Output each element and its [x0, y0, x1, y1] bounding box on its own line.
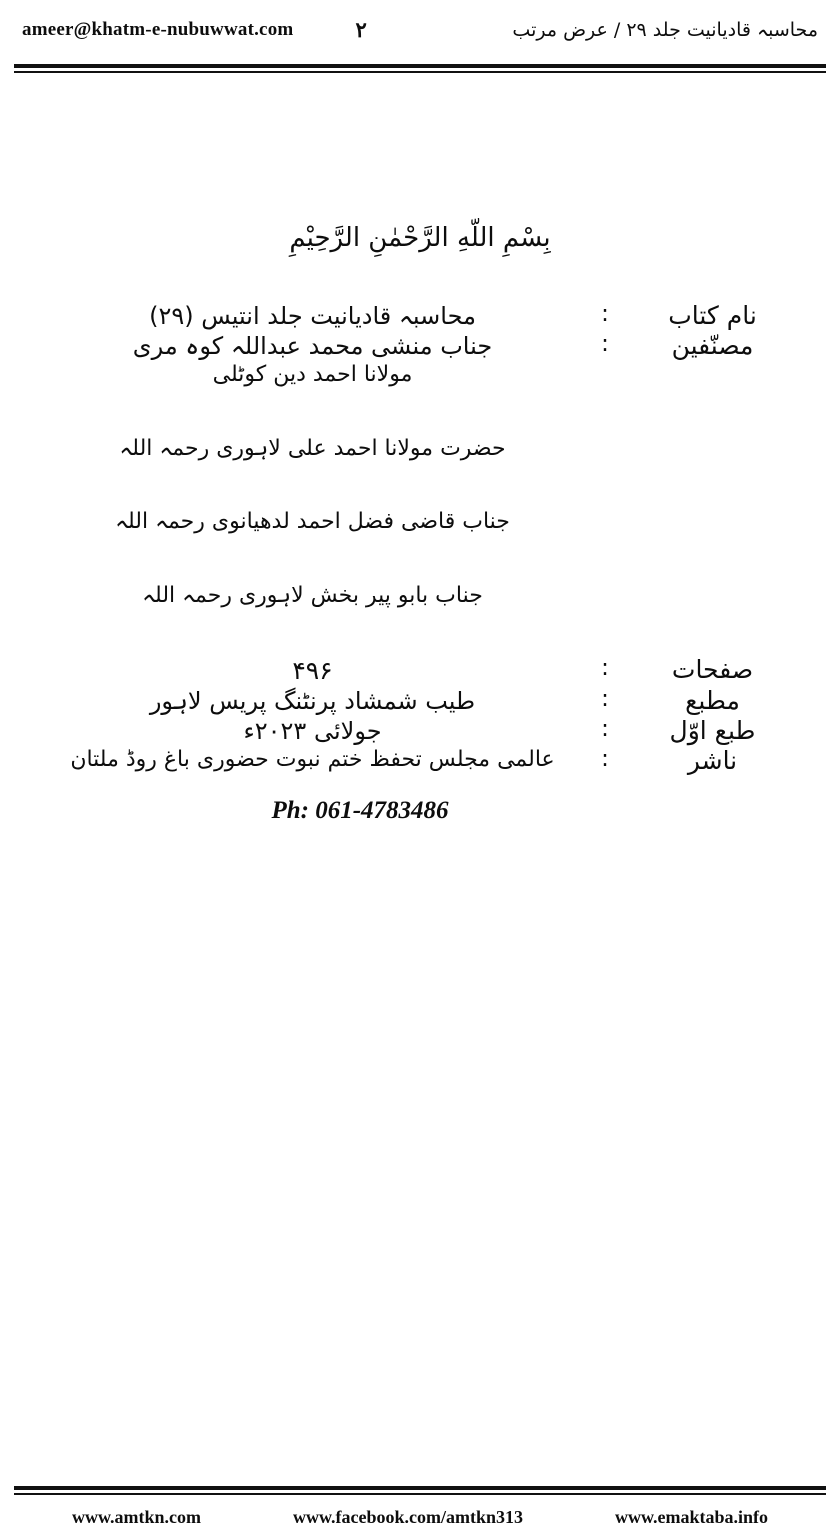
- row-label-empty: [625, 435, 800, 509]
- footer-rule-thick: [14, 1486, 826, 1490]
- row-value-edition: جولائی ۲۰۲۳ء: [243, 717, 382, 746]
- phone-number: Ph: 061-4783486: [271, 797, 449, 825]
- row-colon-empty: [585, 582, 625, 656]
- row-value-author-3: حضرت مولانا احمد علی لاہوری رحمہ اللہ: [119, 435, 506, 461]
- row-label-authors: مصنّفین: [671, 331, 754, 360]
- header-rule-thick: [14, 64, 826, 68]
- row-value-book-name: محاسبہ قادیانیت جلد انتیس (۲۹): [149, 302, 476, 330]
- table-row: [40, 508, 800, 582]
- row-colon-empty: [585, 435, 625, 509]
- table-row: [40, 582, 800, 656]
- page-content: [0, 73, 840, 1486]
- footer-links: [0, 1495, 840, 1528]
- row-label-empty: [625, 508, 800, 582]
- row-colon: :: [601, 746, 609, 773]
- book-info-table: [40, 301, 800, 775]
- page-number: ۲: [355, 17, 367, 42]
- row-label-press: مطبع: [685, 686, 740, 716]
- row-label-publisher: ناشر: [687, 746, 738, 776]
- row-label-book-name: نام کتاب: [668, 301, 757, 330]
- footer-link-emaktaba[interactable]: www.emaktaba.info: [614, 1507, 768, 1527]
- row-label-edition: طبع اوّل: [669, 716, 756, 746]
- table-row: [40, 361, 800, 435]
- row-value-pages: ۴۹۶: [292, 656, 333, 685]
- table-row: [40, 301, 800, 331]
- row-value-author-1: جناب منشی محمد عبداللہ کوہ مری: [132, 332, 493, 360]
- row-value-author-5: جناب بابو پیر بخش لاہوری رحمہ اللہ: [142, 582, 483, 608]
- bismillah-line: بِسْمِ اللّهِ الرَّحْمٰنِ الرَّحِیْمِ: [289, 223, 551, 253]
- footer-link-facebook[interactable]: www.facebook.com/amtkn313: [292, 1507, 523, 1527]
- row-colon: :: [601, 331, 609, 357]
- row-colon: :: [601, 686, 609, 713]
- header-inner: [0, 10, 840, 50]
- row-label-empty: [625, 361, 800, 435]
- row-colon: :: [601, 716, 609, 743]
- table-row: [40, 686, 800, 716]
- table-row: [40, 331, 800, 361]
- row-value-author-4: جناب قاضی فضل احمد لدھیانوی رحمہ اللہ: [115, 509, 510, 534]
- row-label-empty: [625, 582, 800, 656]
- row-value-publisher: عالمی مجلس تحفظ ختم نبوت حضوری باغ روڈ ملتان: [70, 747, 555, 773]
- table-row: [40, 435, 800, 509]
- table-row: [40, 655, 800, 686]
- table-row: [40, 746, 800, 775]
- row-value-press: طیب شمشاد پرنٹنگ پریس لاہور: [149, 687, 476, 716]
- row-colon: :: [601, 301, 609, 327]
- page-header: [0, 0, 840, 64]
- footer-link-amtkn[interactable]: www.amtkn.com: [71, 1507, 201, 1527]
- row-colon-empty: [585, 508, 625, 582]
- running-title: محاسبہ قادیانیت جلد ۲۹ / عرض مرتب: [512, 19, 818, 41]
- page-footer: [0, 1486, 840, 1540]
- row-value-author-2: مولانا احمد دین کوٹلی: [212, 362, 413, 387]
- row-colon-empty: [585, 361, 625, 435]
- row-colon: :: [601, 655, 609, 681]
- header-email: ameer@khatm-e-nubuwwat.com: [22, 19, 294, 40]
- table-row: [40, 716, 800, 746]
- row-label-pages: صفحات: [671, 655, 754, 684]
